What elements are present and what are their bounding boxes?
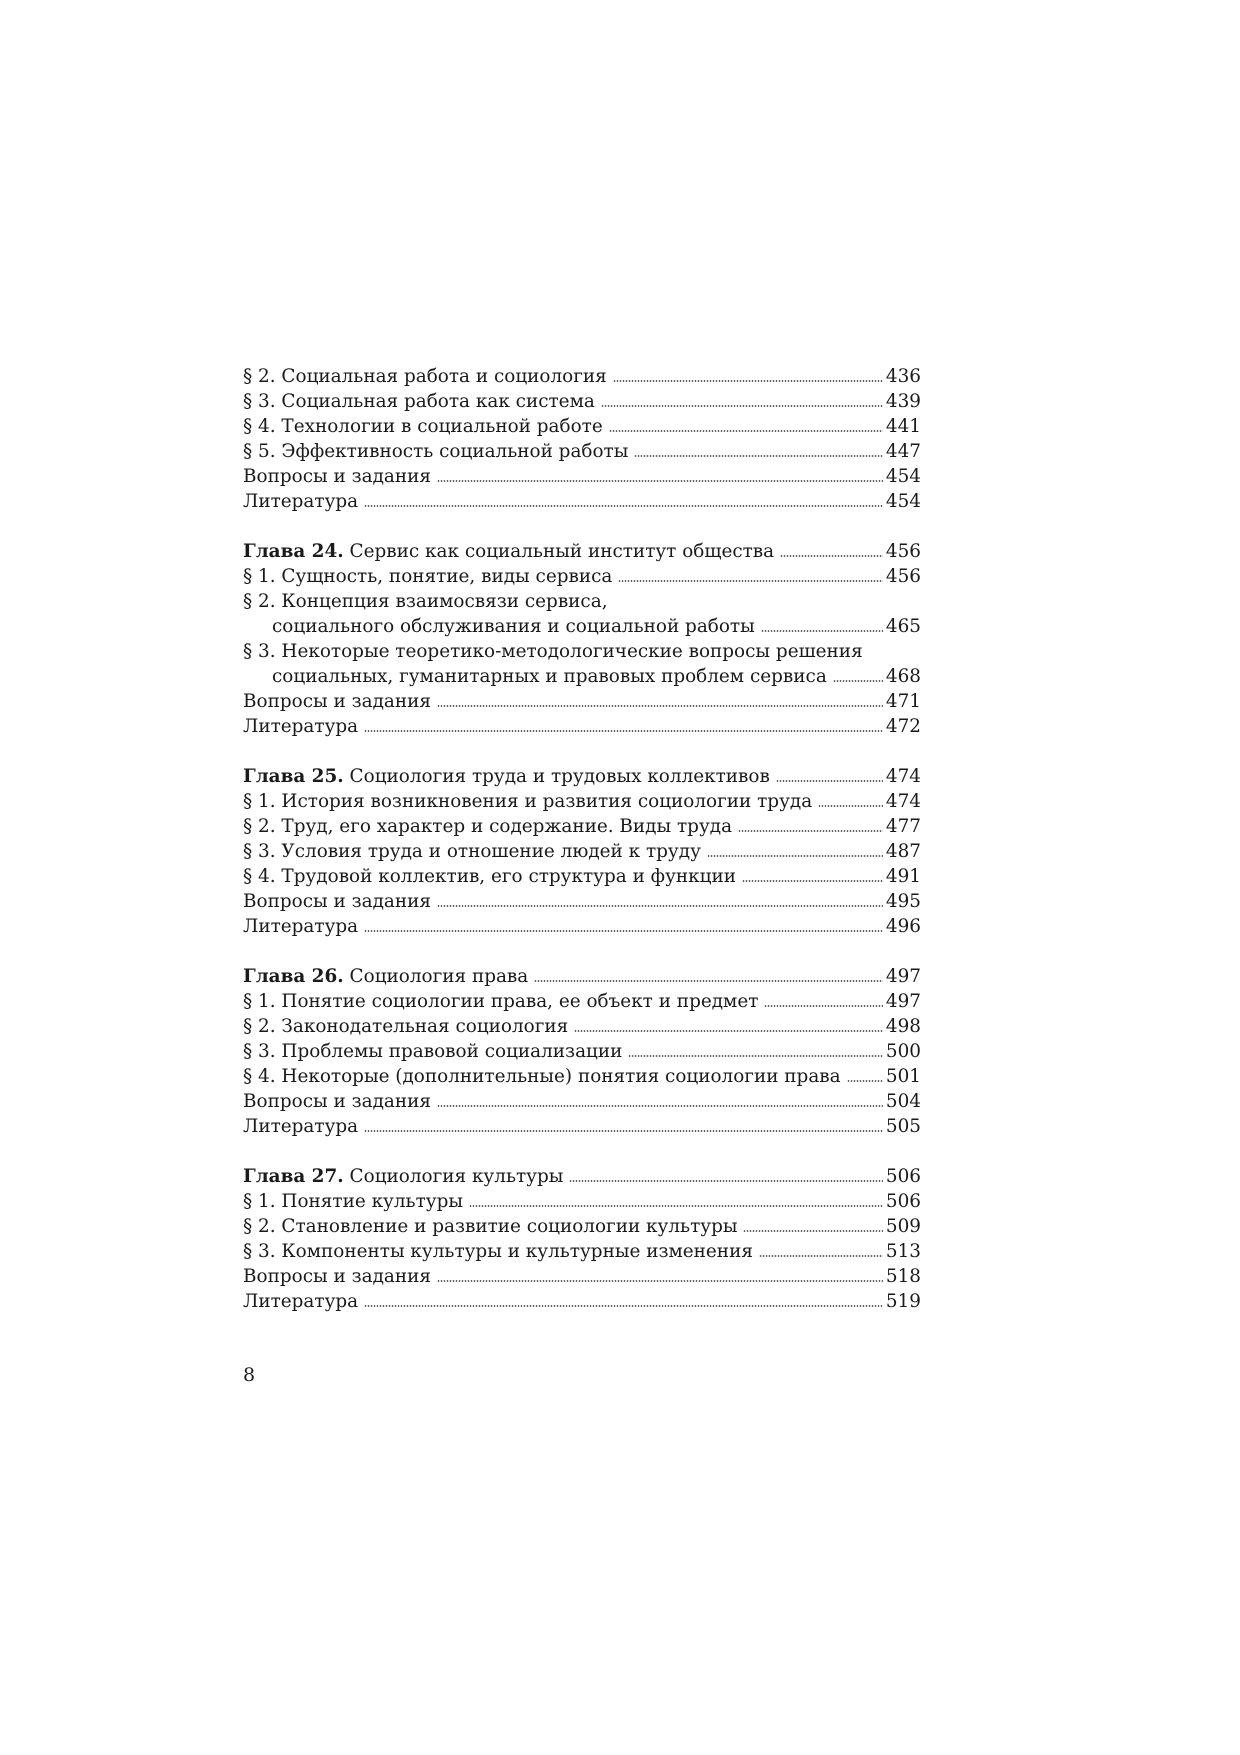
toc-entry: § 1. Сущность, понятие, виды сервиса 456 <box>243 566 921 587</box>
chapter-label: Глава 25. <box>243 766 344 787</box>
toc-page-number: 474 <box>885 791 921 812</box>
toc-page-number: 456 <box>885 566 921 587</box>
toc-entry-line1: § 3. Некоторые теоретико-методологические вопросы решения <box>243 641 863 662</box>
toc-page-number: 472 <box>885 716 921 737</box>
toc-entry: § 3. Социальная работа как система 439 <box>243 391 921 412</box>
toc-entry-questions: Вопросы и задания 454 <box>243 466 921 487</box>
toc-page-number: 474 <box>885 766 921 787</box>
toc-page-number: 465 <box>885 616 921 637</box>
chapter-label: Глава 24. <box>243 541 344 562</box>
toc-entry: § 3. Компоненты культуры и культурные изменения 513 <box>243 1241 921 1262</box>
table-of-contents <box>243 364 921 1314</box>
toc-page-number: 500 <box>885 1041 921 1062</box>
toc-entry: § 1. Понятие социологии права, ее объект и предмет 497 <box>243 991 921 1012</box>
toc-entry-questions: Вопросы и задания 495 <box>243 891 921 912</box>
toc-page-number: 456 <box>885 541 921 562</box>
toc-entry: § 2. Законодательная социология 498 <box>243 1016 921 1037</box>
toc-page-number: 506 <box>885 1166 921 1187</box>
toc-page-number: 441 <box>885 416 921 437</box>
toc-page-number: 505 <box>885 1116 921 1137</box>
toc-page-number: 496 <box>885 916 921 937</box>
page-number: 8 <box>243 1364 256 1386</box>
toc-page-number: 487 <box>885 841 921 862</box>
toc-entry: § 3. Проблемы правовой социализации 500 <box>243 1041 921 1062</box>
toc-chapter-27 <box>243 1164 921 1189</box>
toc-entry-literature: Литература 454 <box>243 491 921 512</box>
toc-entry: § 2. Становление и развитие социологии культуры 509 <box>243 1216 921 1237</box>
toc-entry-literature: Литература 505 <box>243 1116 921 1137</box>
toc-entry-questions: Вопросы и задания 471 <box>243 691 921 712</box>
toc-page-number: 491 <box>885 866 921 887</box>
toc-chapter-24 <box>243 539 921 564</box>
toc-entry-literature: Литература 472 <box>243 716 921 737</box>
toc-entry: § 2. Социальная работа и социология 436 <box>243 366 921 387</box>
toc-page-number: 518 <box>885 1266 921 1287</box>
chapter-title: Социология труда и трудовых коллективов <box>349 766 770 787</box>
toc-page-number: 497 <box>885 991 921 1012</box>
toc-entry-literature: Литература 519 <box>243 1291 921 1312</box>
chapter-label: Глава 27. <box>243 1166 344 1187</box>
toc-page-number: 447 <box>885 441 921 462</box>
chapter-title: Социология права <box>349 966 529 987</box>
toc-page-number: 501 <box>885 1066 921 1087</box>
toc-page-number: 519 <box>885 1291 921 1312</box>
toc-entry-line2: социального обслуживания и социальной работы 465 <box>272 616 921 637</box>
toc-entry: § 3. Условия труда и отношение людей к труду 487 <box>243 841 921 862</box>
toc-entry: § 2. Труд, его характер и содержание. Виды труда 477 <box>243 816 921 837</box>
toc-page-number: 495 <box>885 891 921 912</box>
toc-entry: § 5. Эффективность социальной работы 447 <box>243 441 921 462</box>
toc-entry-questions: Вопросы и задания 504 <box>243 1091 921 1112</box>
toc-page-number: 509 <box>885 1216 921 1237</box>
toc-page-number: 454 <box>885 466 921 487</box>
toc-page-number: 506 <box>885 1191 921 1212</box>
chapter-title: Социология культуры <box>349 1166 564 1187</box>
toc-entry: § 4. Некоторые (дополнительные) понятия социологии права 501 <box>243 1066 921 1087</box>
toc-entry: § 4. Технологии в социальной работе 441 <box>243 416 921 437</box>
chapter-title: Сервис как социальный институт общества <box>349 541 775 562</box>
toc-page-number: 477 <box>885 816 921 837</box>
toc-page-number: 471 <box>885 691 921 712</box>
toc-chapter-25 <box>243 764 921 789</box>
toc-page-number: 498 <box>885 1016 921 1037</box>
toc-entry-line1: § 2. Концепция взаимосвязи сервиса, <box>243 591 608 612</box>
toc-entry-line2: социальных, гуманитарных и правовых проблем сервиса 468 <box>272 666 921 687</box>
toc-page-number: 454 <box>885 491 921 512</box>
toc-page-number: 436 <box>885 366 921 387</box>
toc-page-number: 497 <box>885 966 921 987</box>
toc-page-number: 504 <box>885 1091 921 1112</box>
toc-entry-literature: Литература 496 <box>243 916 921 937</box>
toc-entry: § 4. Трудовой коллектив, его структура и функции 491 <box>243 866 921 887</box>
chapter-label: Глава 26. <box>243 966 344 987</box>
toc-entry: § 1. Понятие культуры 506 <box>243 1191 921 1212</box>
toc-page-number: 439 <box>885 391 921 412</box>
toc-page-number: 513 <box>885 1241 921 1262</box>
toc-page-number: 468 <box>885 666 921 687</box>
toc-entry-questions: Вопросы и задания 518 <box>243 1266 921 1287</box>
toc-entry: § 1. История возникновения и развития социологии труда 474 <box>243 791 921 812</box>
toc-chapter-26 <box>243 964 921 989</box>
